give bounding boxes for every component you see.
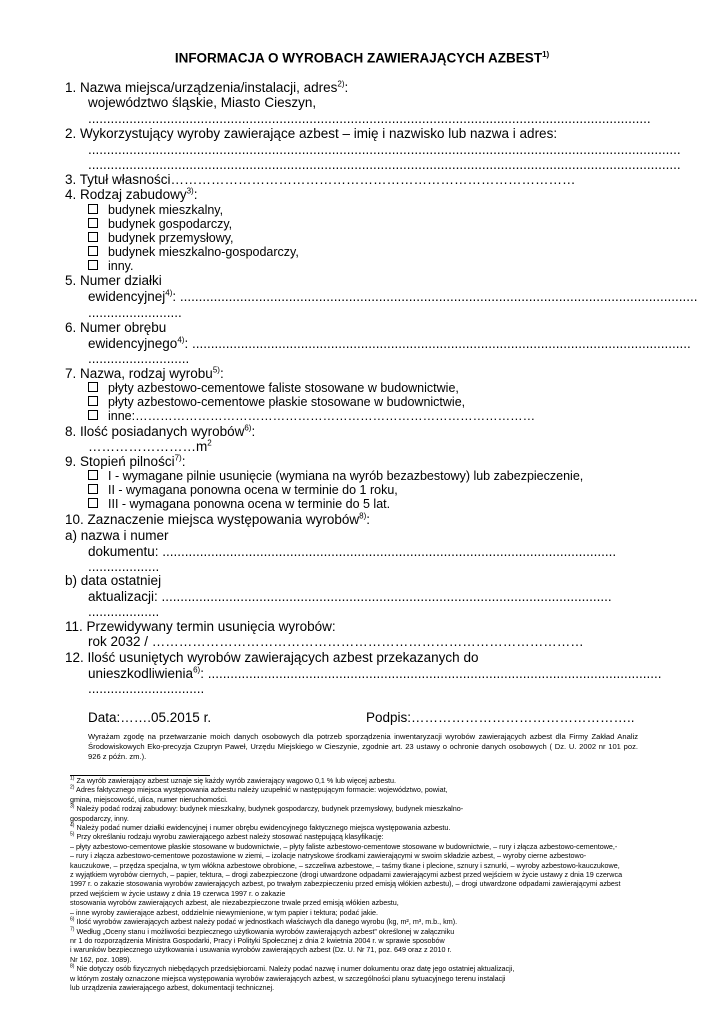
checkbox-option[interactable]: inny.	[88, 259, 133, 273]
item-1-value[interactable]: województwo śląskie, Miasto Cieszyn,	[88, 95, 317, 110]
footnote-line: $^{1)}$ Za wyrób zawierający azbest uznaje się każdy wyrób zawierający wagowo 0,1 % lub więcej azbestu.	[70, 775, 397, 785]
item-10-label: 10. Zaznaczenie miejsca występowania wyrobów$^{8)}$:	[65, 511, 371, 527]
signature-field[interactable]: Podpis:…………………………………………..	[366, 710, 635, 725]
item-1-label: 1. Nazwa miejsca/urządzenia/instalacji, adres$^{2)}$:	[65, 79, 349, 95]
item-10b-fill-line[interactable]: aktualizacji: ........................................................................................................................	[88, 589, 612, 604]
footnote-line: $^{5)}$ Przy określaniu rodzaju wyrobu zawierającego azbest należy stosować następującą klasyfikację:	[70, 832, 384, 842]
checkbox-option[interactable]: budynek mieszkalno-gospodarczy,	[88, 245, 299, 259]
footnote-line: $^{2)}$ Adres faktycznego miejsca występowania azbestu należy uzupełnić w następującym formacie: województwo, powiat,	[70, 785, 448, 795]
item-10a-fill-line-2[interactable]: ...................	[88, 559, 160, 574]
footnote-line: lub urządzenia zawierającego azbest, dokumentacji technicznej.	[70, 982, 275, 992]
item-5-fill-line-2[interactable]: .........................	[88, 305, 182, 320]
item-10a-label: a) nazwa i numer	[65, 528, 169, 543]
checkbox-option[interactable]: I - wymagane pilnie usunięcie (wymiana na wyrób bezazbestowy) lub zabezpieczenie,	[88, 469, 583, 483]
page-title	[0, 50, 724, 66]
item-2-label: 2. Wykorzystujący wyroby zawierające azbest – imię i nazwisko lub nazwa i adres:	[65, 126, 558, 141]
checkbox-icon[interactable]	[88, 232, 98, 242]
footnote-line: Nr 162, poz. 1089).	[70, 954, 132, 964]
footnote-line: w którym zostały oznaczone miejsca występowania wyrobów zawierających azbest, w szczególności planu sytuacyjnego terenu instalacji	[70, 973, 506, 983]
footnote-line: $^{6)}$ Ilość wyrobów zawierających azbest należy podać w jednostkach właściwych dla danego wyrobu (kg, m², m³, m.b., km).	[70, 916, 458, 927]
item-6-label: 6. Numer obrębu	[65, 320, 167, 335]
checkbox-icon[interactable]	[88, 260, 98, 270]
checkbox-icon[interactable]	[88, 484, 98, 494]
checkbox-option[interactable]: płyty azbestowo-cementowe faliste stosowane w budownictwie,	[88, 381, 459, 395]
checkbox-option[interactable]: budynek mieszkalny,	[88, 203, 223, 217]
title-text: INFORMACJA O WYROBACH ZAWIERAJĄCYCH AZBEST	[174, 50, 543, 66]
item-7-label: 7. Nazwa, rodzaj wyrobu$^{5)}$:	[65, 365, 224, 381]
checkbox-option[interactable]: inne:……………………………………………………………………………………	[88, 409, 608, 423]
date-field[interactable]: Data:…….05.2015 r.	[88, 710, 212, 725]
footnote-line: gmina, miejscowość, ulica, numer nieruchomości.	[70, 794, 228, 804]
item-12-fill-line-2[interactable]: ...............................	[88, 681, 205, 696]
checkbox-icon[interactable]	[88, 204, 98, 214]
item-1-fill-line[interactable]: ......................................................................................................................................................	[88, 111, 651, 126]
item-11-label: 11. Przewidywany termin usunięcia wyrobów:	[65, 619, 336, 634]
footnote-line: – inne wyroby zawierające azbest, oddzielnie niewymienione, w tym papier i tektura; podać jakie.	[70, 907, 379, 917]
checkbox-option[interactable]: płyty azbestowo-cementowe płaskie stosowane w budownictwie,	[88, 395, 465, 409]
item-8-label: 8. Ilość posiadanych wyrobów$^{6)}$:	[65, 423, 256, 439]
item-2-fill-line-2[interactable]: ..............................................................................................................................................................	[88, 157, 681, 172]
checkbox-option[interactable]: budynek gospodarczy,	[88, 217, 232, 231]
footnote-line: $^{8)}$ Nie dotyczy osób fizycznych niebędących przedsiębiorcami. Należy podać nazwę i numer dokumentu oraz datę jego ostatniej aktualizacji,	[70, 963, 515, 974]
checkbox-icon[interactable]	[88, 382, 98, 392]
footnote-line: gospodarczy, inny.	[70, 813, 129, 823]
footnote-line: kauczukowe, – przędza specjalna, w tym włókna azbestowe obrobione, – szczeliwa azbestowe, – taśmy tkane i plecione, sznury i sznurki, – wyroby azbestowo-kauczukowe,	[70, 860, 620, 870]
consent-clause: Wyrażam zgodę na przetwarzanie moich danych osobowych dla potrzeb sporządzenia inwentaryzacji wyrobów zawierających azbest dla Firmy Zakład Analiz Środowiskowych Eko-precyzja Czupryn Paweł, Urzędu Miejskiego w Cieszynie, zgodnie art. 23 ustawy o ochronie danych osobowych ( Dz. U. 2002 nr 101 poz. 926 z późn. zm.).	[88, 732, 638, 761]
item-6-fill-line[interactable]: ewidencyjnego$^{4)}$: .....................................................................................................................................	[88, 335, 691, 351]
checkbox-icon[interactable]	[88, 218, 98, 228]
checkbox-icon[interactable]	[88, 470, 98, 480]
footnote-line: $^{4)}$ Należy podać numer działki ewidencyjnej i numer obrębu ewidencyjnego faktycznego miejsca występowania azbestu.	[70, 822, 451, 833]
item-8-quantity-field[interactable]: $\dots\dots\dots\dots\dots\dots\dots\dots m^2$	[88, 438, 212, 454]
footnotes	[70, 776, 630, 992]
footnote-line: – płyty azbestowo-cementowe płaskie stosowane w budownictwie, – płyty faliste azbestowo-cementowe stosowane w budownictwie, – rury i złącza azbestowo-cementowe,-	[70, 841, 618, 851]
checkbox-icon[interactable]	[88, 396, 98, 406]
item-11-removal-year[interactable]: rok 2032 / ……………………………………………………………………………………	[88, 634, 584, 649]
item-10b-fill-line-2[interactable]: ...................	[88, 604, 160, 619]
item-9-label: 9. Stopień pilności$^{7)}$:	[65, 453, 186, 469]
footnote-line: 1997 r. o zakazie stosowania wyrobów zawierających azbest, po trwałym zabezpieczeniu przed emisją włókien azbestu), – drogi utwardzone odpadami zawierającymi azbest	[70, 879, 621, 889]
checkbox-option[interactable]: budynek przemysłowy,	[88, 231, 234, 245]
item-4-label: 4. Rodzaj zabudowy$^{3)}$:	[65, 186, 198, 202]
checkbox-option[interactable]: II - wymagana ponowna ocena w terminie do 1 roku,	[88, 483, 398, 497]
item-3-ownership[interactable]: 3. Tytuł własności………………………………………………………………………………	[65, 172, 576, 187]
item-12-fill-line[interactable]: unieszkodliwienia$^{6)}$: .........................................................................................................................	[88, 665, 662, 681]
checkbox-icon[interactable]	[88, 410, 98, 420]
item-5-fill-line[interactable]: ewidencyjnej$^{4)}$: ..........................................................................................................................................	[88, 288, 698, 304]
item-5-label: 5. Numer działki	[65, 273, 162, 288]
item-6-fill-line-2[interactable]: ...........................	[88, 351, 190, 366]
footnote-line: $^{3)}$ Należy podać rodzaj zabudowy: budynek mieszkalny, budynek gospodarczy, budynek przemysłowy, budynek mieszkalno-	[70, 803, 464, 814]
checkbox-option[interactable]: III - wymagana ponowna ocena w terminie do 5 lat.	[88, 497, 390, 511]
item-2-fill-line-1[interactable]: ..............................................................................................................................................................	[88, 142, 681, 157]
item-12-label: 12. Ilość usuniętych wyrobów zawierających azbest przekazanych do	[65, 650, 479, 665]
footnote-line: przed wejściem w życie ustawy z dnia 19 czerwca 1997 r. o zakazie	[70, 888, 286, 898]
footnote-line: nr 1 do rozporządzenia Ministra Gospodarki, Pracy i Polityki Społecznej z dnia 2 kwietnia 2004 r. w sprawie sposobów	[70, 935, 445, 945]
checkbox-icon[interactable]	[88, 498, 98, 508]
footnote-line: z wyjątkiem wyrobów ciernych, – papier, tektura, – drogi zabezpieczone (drogi utwardzone odpadami zawierającymi azbest przed wejściem w życie ustawy z dnia 19 czerwca	[70, 870, 623, 880]
footnote-line: – rury i złącza azbestowo-cementowe pozostawione w ziemi, – izolacje natryskowe środkami zawierającymi w swoim składzie azbest, – wyroby cierne azbestowo-	[70, 851, 587, 861]
footnote-line: stosowania wyrobów zawierających azbest, ale niezabezpieczone trwale przed emisją włókien azbestu,	[70, 898, 399, 908]
item-10b-label: b) data ostatniej	[65, 573, 162, 588]
item-10a-fill-line[interactable]: dokumentu: .........................................................................................................................	[88, 544, 617, 559]
title-footnote-ref: 1)	[542, 50, 550, 59]
footnote-line: $^{7)}$ Według „Oceny stanu i możliwości bezpiecznego użytkowania wyrobów zawierających azbest” określonej w załączniku	[70, 926, 455, 936]
footnote-line: i warunków bezpiecznego użytkowania i usuwania wyrobów zawierających azbest (Dz. U. Nr 71, poz. 649 oraz z 2010 r.	[70, 945, 452, 955]
checkbox-icon[interactable]	[88, 246, 98, 256]
